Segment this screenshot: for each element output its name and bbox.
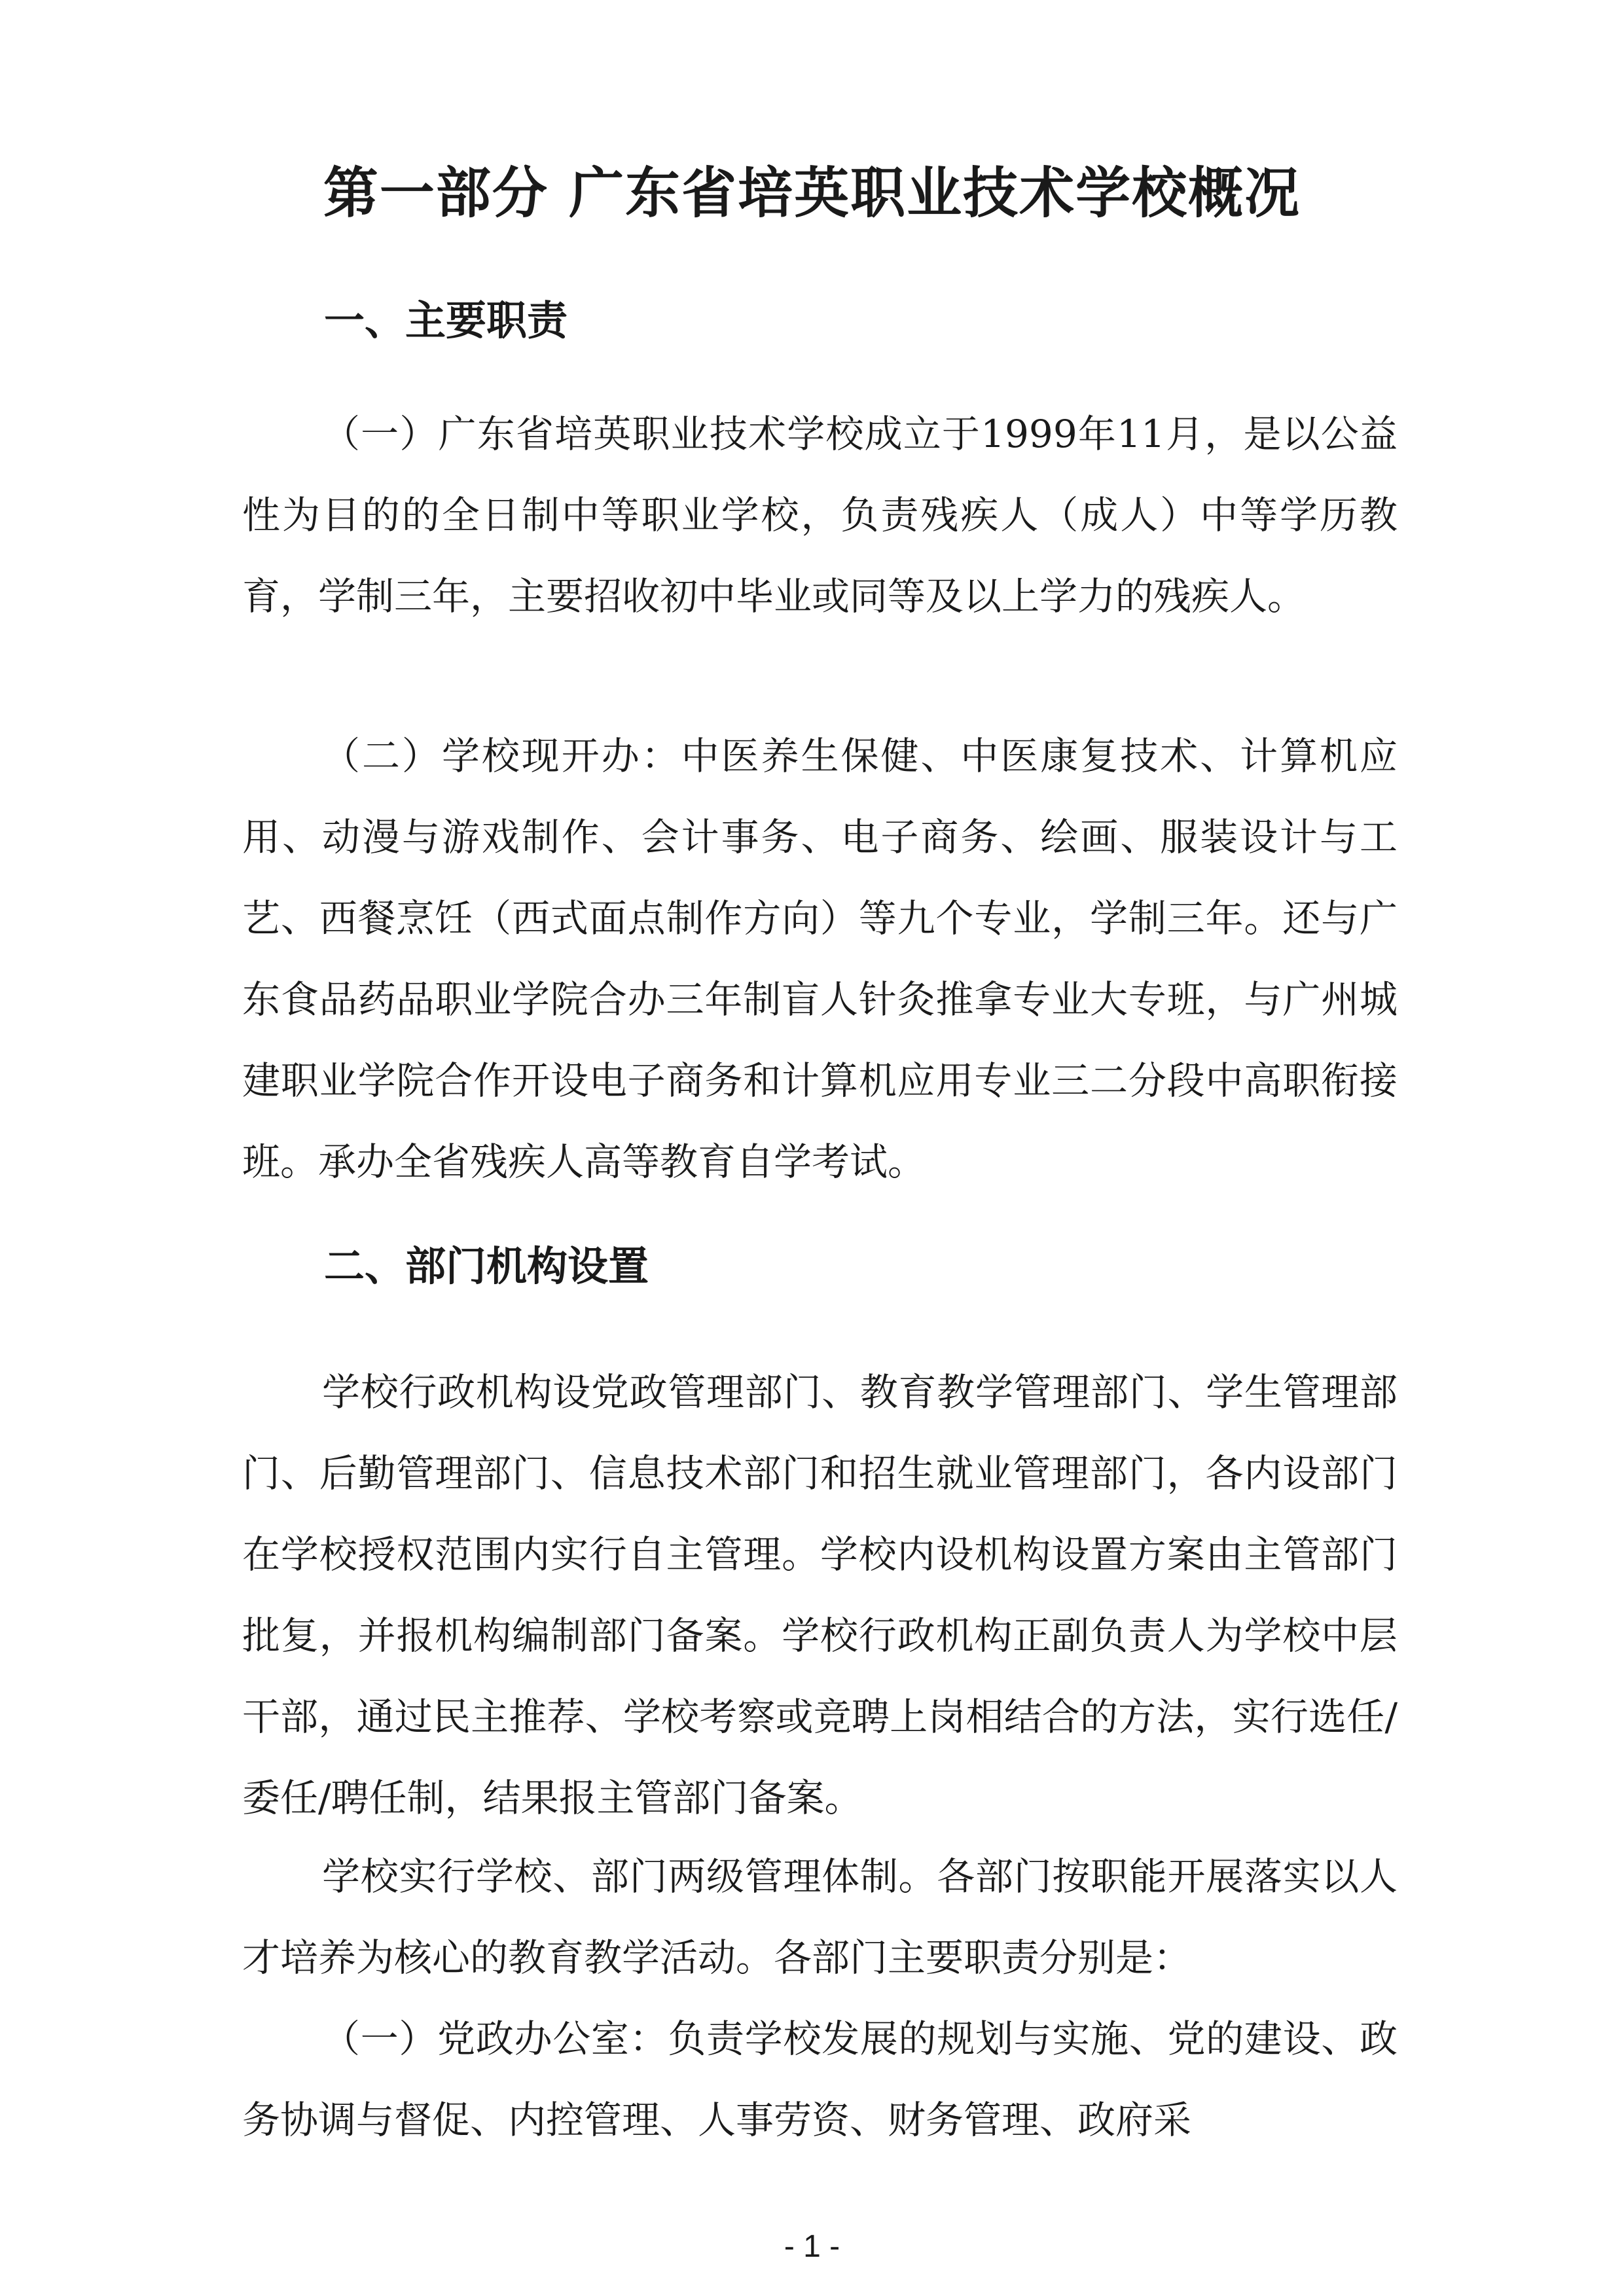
paragraph-departments-3: （一）党政办公室：负责学校发展的规划与实施、党的建设、政务协调与督促、内控管理、人事劳资、财务管理、政府采 <box>242 2017 1398 2142</box>
paragraph-departments-1: 学校行政机构设党政管理部门、教育教学管理部门、学生管理部门、后勤管理部门、信息技术部门和招生就业管理部门，各内设部门在学校授权范围内实行自主管理。学校内设机构设置方案由主管部门批复，并报机构编制部门备案。学校行政机构正副负责人为学校中层干部，通过民主推荐、学校考察或竞聘上岗相结合的方法，实行选任/委任/聘任制，结果报主管部门备案。 <box>242 1370 1398 1820</box>
page-number: - 1 - <box>784 2229 840 2264</box>
document-title: 第一部分 广东省培英职业技术学校概况 <box>323 161 1301 225</box>
section-heading-duties: 一、主要职责 <box>324 296 568 344</box>
paragraph-duties-1: （一）广东省培英职业技术学校成立于1999年11月，是以公益性为目的的全日制中等职业学校，负责残疾人（成人）中等学历教育，学制三年，主要招收初中毕业或同等及以上学力的残疾人。 <box>242 412 1398 619</box>
paragraph-duties-2: （二）学校现开办：中医养生保健、中医康复技术、计算机应用、动漫与游戏制作、会计事务、电子商务、绘画、服装设计与工艺、西餐烹饪（西式面点制作方向）等九个专业，学制三年。还与广东食品药品职业学院合办三年制盲人针灸推拿专业大专班，与广州城建职业学院合作开设电子商务和计算机应用专业三二分段中高职衔接班。承办全省残疾人高等教育自学考试。 <box>242 734 1398 1184</box>
paragraph-departments-2: 学校实行学校、部门两级管理体制。各部门按职能开展落实以人才培养为核心的教育教学活动。各部门主要职责分别是： <box>242 1854 1398 1980</box>
section-heading-departments: 二、部门机构设置 <box>324 1242 649 1290</box>
